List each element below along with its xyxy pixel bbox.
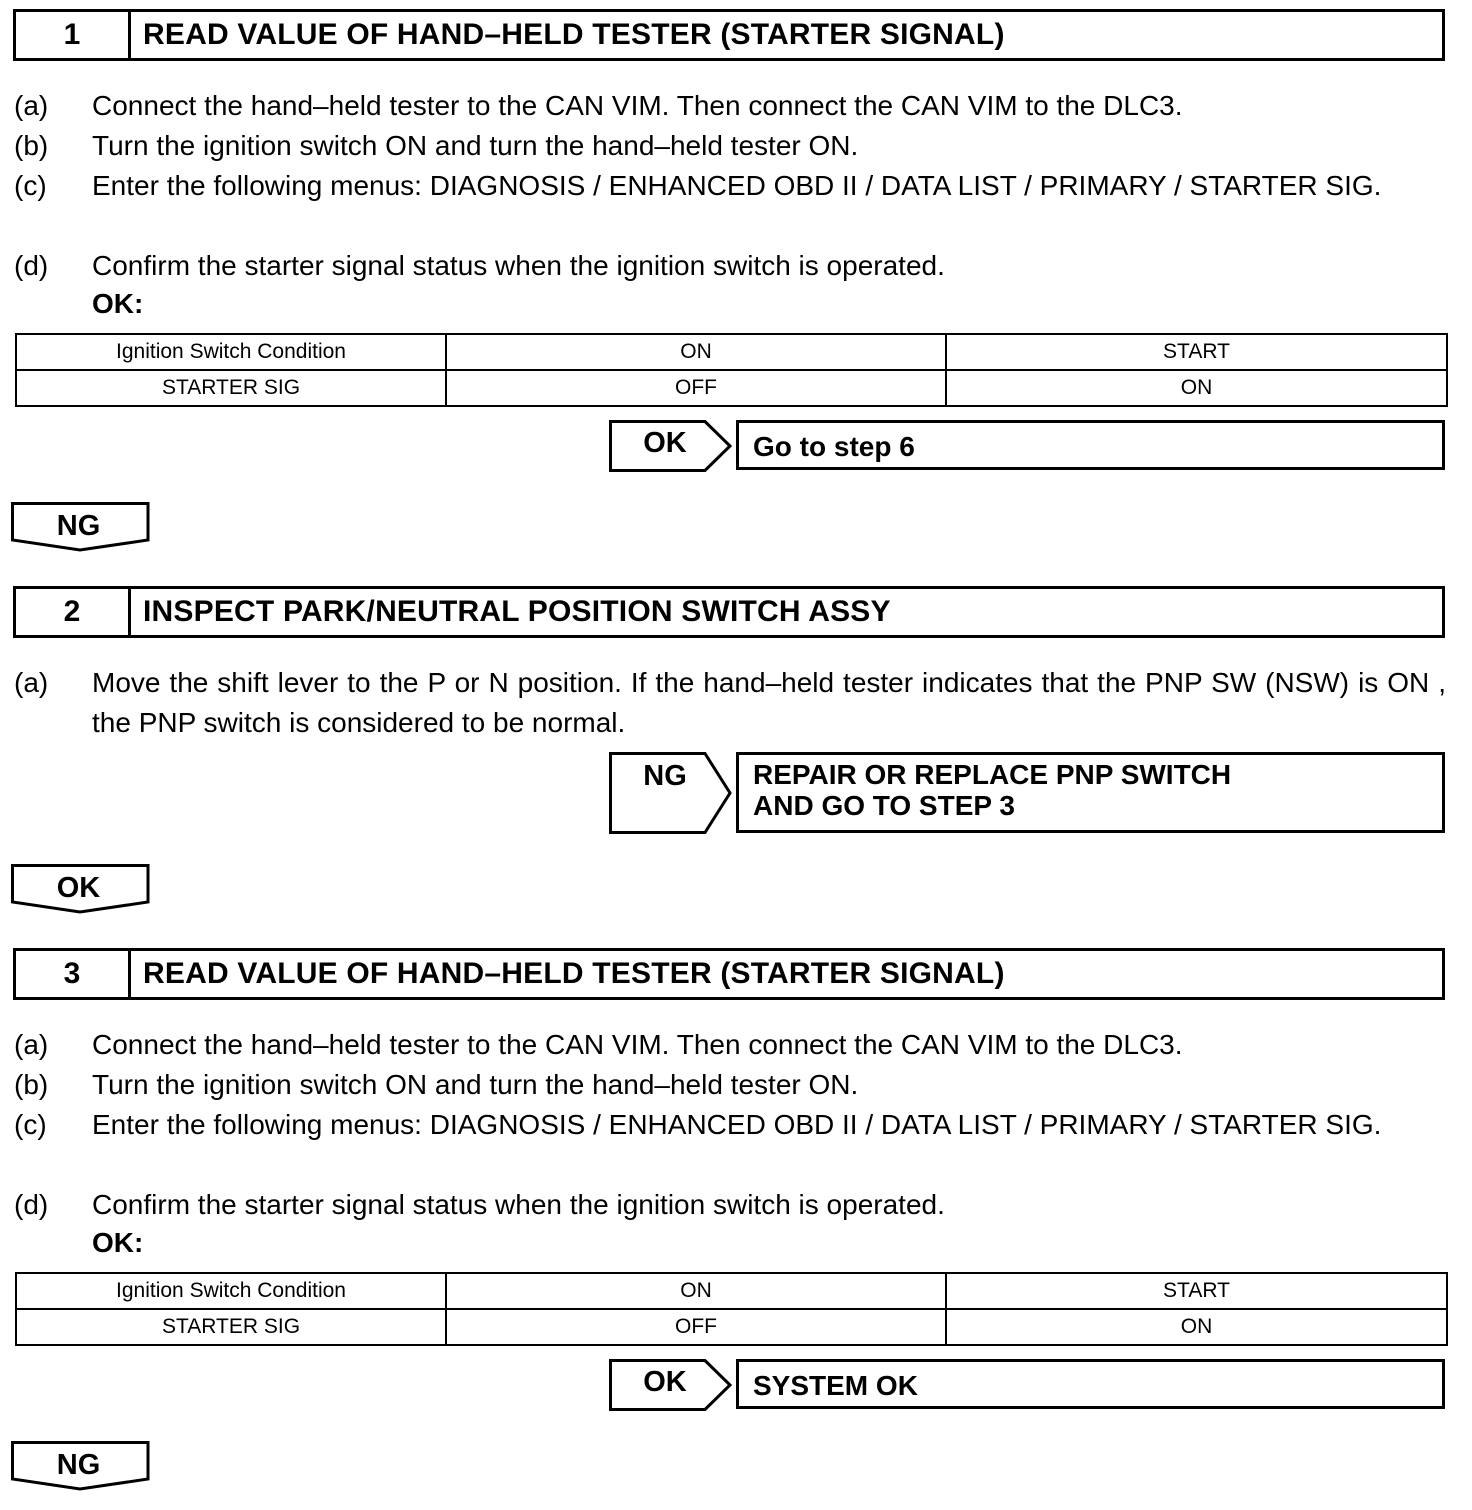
step-text: Connect the hand–held tester to the CAN VIM. Then connect the CAN VIM to the DLC3. — [92, 1029, 1183, 1060]
section-3-header — [13, 948, 1445, 1000]
table-cell: ON — [946, 1309, 1447, 1345]
section-2-branch-result — [736, 752, 1445, 833]
section-3-number: 3 — [16, 951, 131, 997]
table-row — [16, 1309, 1447, 1345]
table-cell: ON — [446, 334, 946, 370]
table-cell: START — [946, 1273, 1447, 1309]
section-1-step-c — [14, 166, 1446, 246]
table-cell: STARTER SIG — [16, 370, 446, 406]
table-cell: OFF — [446, 1309, 946, 1345]
step-text: Turn the ignition switch ON and turn the hand–held tester ON. — [92, 130, 859, 161]
section-2-step-a — [14, 663, 1446, 743]
step-label: (a) — [14, 1029, 49, 1060]
section-1-title: READ VALUE OF HAND–HELD TESTER (STARTER SIGNAL) — [143, 18, 1005, 51]
result-line-2: AND GO TO STEP 3 — [753, 790, 1015, 821]
section-1-branch-result: Go to step 6 — [736, 420, 1445, 470]
section-3-down-label: NG — [56, 1449, 101, 1481]
step-text: Enter the following menus: DIAGNOSIS / ENHANCED OBD II / DATA LIST / PRIMARY / STARTER SIG. — [92, 170, 1382, 201]
step-label: (a) — [14, 90, 49, 121]
step-label: (c) — [14, 170, 47, 201]
section-3-step-b — [14, 1065, 1446, 1105]
table-cell: START — [946, 334, 1447, 370]
section-1-step-a — [14, 86, 1446, 126]
section-2-down-label: OK — [56, 872, 101, 904]
step-label: (c) — [14, 1109, 47, 1140]
table-cell: Ignition Switch Condition — [16, 1273, 446, 1309]
step-label: (d) — [14, 250, 49, 281]
section-1-down-label: NG — [56, 510, 101, 542]
result-line-1: REPAIR OR REPLACE PNP SWITCH — [753, 759, 1232, 790]
table-row — [16, 334, 1447, 370]
table-cell: STARTER SIG — [16, 1309, 446, 1345]
section-3-branch-label: OK — [643, 1366, 687, 1398]
section-2-number: 2 — [16, 589, 131, 635]
section-3-title: READ VALUE OF HAND–HELD TESTER (STARTER SIGNAL) — [143, 957, 1005, 990]
section-1-header — [13, 9, 1445, 61]
section-1-ok-label: OK: — [92, 288, 144, 319]
section-1-step-d — [14, 246, 1446, 286]
section-1-branch-label: OK — [643, 427, 687, 459]
table-cell: ON — [946, 370, 1447, 406]
table-cell: ON — [446, 1273, 946, 1309]
step-text: Connect the hand–held tester to the CAN VIM. Then connect the CAN VIM to the DLC3. — [92, 90, 1183, 121]
section-1-step-b — [14, 126, 1446, 166]
step-label: (b) — [14, 130, 49, 161]
step-label: (d) — [14, 1189, 49, 1220]
section-3-step-c — [14, 1105, 1446, 1185]
section-3-step-a — [14, 1025, 1446, 1065]
section-2-header — [13, 586, 1445, 638]
step-label: (b) — [14, 1069, 49, 1100]
table-row — [16, 370, 1447, 406]
table-cell: OFF — [446, 370, 946, 406]
step-text: Confirm the starter signal status when the ignition switch is operated. — [92, 1189, 945, 1220]
step-label: (a) — [14, 667, 49, 698]
section-3-step-d — [14, 1185, 1446, 1225]
section-2-branch-label: NG — [643, 760, 687, 792]
step-text: Enter the following menus: DIAGNOSIS / ENHANCED OBD II / DATA LIST / PRIMARY / STARTER SIG. — [92, 1109, 1382, 1140]
section-3-ok-label: OK: — [92, 1227, 144, 1258]
step-text: Confirm the starter signal status when the ignition switch is operated. — [92, 250, 945, 281]
table-cell: Ignition Switch Condition — [16, 334, 446, 370]
section-1-number: 1 — [16, 12, 131, 58]
step-text: Turn the ignition switch ON and turn the hand–held tester ON. — [92, 1069, 859, 1100]
step-text: Move the shift lever to the P or N position. If the hand–held tester indicates that the PNP SW (NSW) is ON , the PNP switch is considered to be normal. — [92, 667, 1446, 738]
table-row — [16, 1273, 1447, 1309]
section-2-title: INSPECT PARK/NEUTRAL POSITION SWITCH ASSY — [143, 595, 891, 628]
section-3-table — [15, 1272, 1448, 1346]
section-3-branch-result: SYSTEM OK — [736, 1359, 1445, 1409]
section-1-table — [15, 333, 1448, 407]
